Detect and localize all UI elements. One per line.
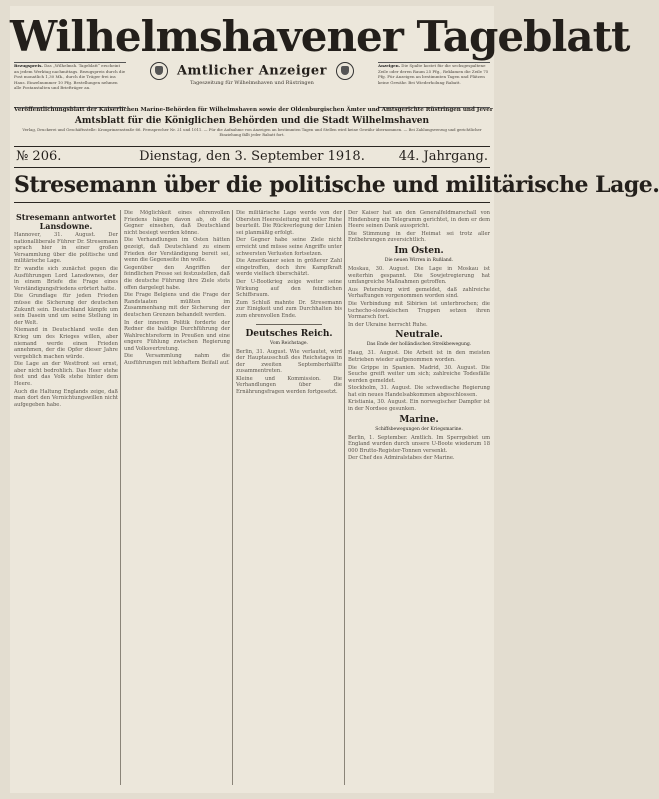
advertising-box	[378, 62, 490, 108]
article-paragraph: Haag, 31. August. Die Arbeit ist in den meisten Betrieben wieder aufgenommen worden.	[348, 350, 490, 363]
article-paragraph: Gegenüber den Angriffen der feindlichen Presse sei festzustellen, daß die deutsche Führung ihre Ziele stets offen dargelegt habe.	[124, 264, 230, 291]
article-paragraph: Der Gegner habe seine Ziele nicht erreicht und müsse seine Angriffe unter schwersten Verlusten fortsetzen.	[236, 237, 342, 257]
article-paragraph: Berlin, 31. August. Wie verlautet, wird der Hauptausschuß des Reichstages in der zweiten Septemberhälfte zusammentreten.	[236, 348, 342, 375]
article-paragraph: Die Möglichkeit eines ehrenvollen Friedens hänge davon ab, ob die Gegner einsehen, daß Deutschland nicht besiegt werden könne.	[124, 210, 230, 236]
article-paragraph: Niemand in Deutschland wolle den Krieg um des Krieges willen, aber niemand werde einen Frieden annehmen, der die Opfer dieser Jahre vergeblich machen würde.	[14, 327, 118, 360]
article-paragraph: Kleine und Kommission. Die Verhandlungen über die Ernährungsfragen werden fortgesetzt.	[236, 375, 342, 396]
publisher-notice: Verlag, Druckerei und Geschäftsstelle: Kronprinzenstraße 66. Fernsprecher Nr. 21 und 1011. — Für die Aufnahme von Anzeigen an bestimmten Tagen und Stellen wird keine Gewähr übernommen. — Bei Zahlungsverzug und gerichtlicher Einziehung fällt jeder Rabatt fort.	[22, 127, 482, 137]
dateline	[14, 146, 490, 168]
article-paragraph: Moskau, 30. August. Die Lage in Moskau ist weiterhin gespannt. Die Sowjetregierung hat umfangreiche Maßnahmen getroffen.	[348, 265, 490, 286]
section-subheading: Schiffsbewegungen der Kriegsmarine.	[375, 426, 463, 432]
article-paragraph: Der U-Bootkrieg zeige weiter seine Wirkung auf den feindlichen Schiffsraum.	[236, 278, 342, 299]
advertising-text: Die Spalte kostet für die sechsgespaltene Zeile oder deren Raum 25 Pfg., Reklamen die Zeile 75 Pfg. Für Anzeigen an bestimmten Tagen und Plätzen keine Gewähr. Bei Wiederholung Rabatt.	[378, 63, 489, 85]
article-paragraph: Berlin, 1. September. Amtlich. Im Sperrgebiet um England wurden durch unsere U-Boote wiederum 18 000 Brutto-Register-Tonnen versenkt.	[348, 434, 490, 454]
article-paragraph: Die Stimmung in der Heimat sei trotz aller Entbehrungen zuversichtlich.	[348, 230, 490, 244]
column-divider	[120, 210, 121, 785]
article-paragraph: In der Ukraine herrscht Ruhe.	[348, 321, 428, 328]
subtitle-fine: Tageszeitung für Wilhelmshaven und Rüstringen	[190, 80, 314, 86]
article-paragraph: Zum Schluß mahnte Dr. Stresemann zur Einigkeit und zum Durchhalten bis zum ehrenvollen Ende.	[236, 299, 342, 319]
column-3	[236, 210, 342, 785]
article-paragraph: Die Versammlung nahm die Ausführungen mit lebhaftem Beifall auf.	[124, 353, 230, 367]
subscription-text: Das „Wilhelmsh. Tageblatt“ erscheint an jedem Werktag nachmittags. Bezugspreis durch die Post monatlich 1,30 Mk., durch die Träger frei ins Haus. Einzelnummer 10 Pfg. Bestellungen nehmen alle Postanstalten und Briefträger an.	[14, 63, 126, 90]
article-paragraph: Er wandte sich zunächst gegen die Ausführungen Lord Lansdownes, der in einem Briefe die Frage eines Verständigungsfriedens erörtert hatte.	[14, 265, 118, 292]
article-paragraph: Aus Petersburg wird gemeldet, daß zahlreiche Verhaftungen vorgenommen worden sind.	[348, 286, 490, 300]
main-headline: Stresemann über die politische und militärische Lage.	[14, 172, 490, 203]
issue-number: № 206.	[16, 149, 62, 164]
subscription-label: Bezugspreis.	[14, 63, 43, 68]
article-paragraph: Kristiania, 30. August. Ein norwegischer Dampfer ist in der Nordsee gesunken.	[348, 399, 490, 413]
publication-line: Veröffentlichungsblatt der Kaiserlichen Marine-Behörden für Wilhelmshaven sowie der Oldenburgischen Ämter und Amtsgerichte Rüstringen und Jever	[14, 107, 493, 113]
crown-seal-icon	[336, 62, 354, 80]
subtitle-block	[130, 62, 374, 86]
section-heading: Deutsches Reich.	[245, 328, 333, 339]
coat-of-arms-icon	[150, 62, 168, 80]
article-paragraph: Die Grundlage für jeden Frieden müsse die Sicherung der deutschen Zukunft sein. Deutschland kämpfe um sein Dasein und um seine Stellung in der Welt.	[14, 293, 118, 326]
section-heading: Im Osten.	[394, 245, 444, 256]
column-divider	[232, 210, 233, 785]
section-subheading: Das Ende der holländischen Streikbewegung.	[366, 342, 472, 348]
section-subheading: Die neuen Wirren in Rußland.	[384, 257, 454, 263]
section-heading: Neutrale.	[395, 330, 443, 341]
column-divider	[344, 210, 345, 785]
subtitle: Amtlicher Anzeiger	[176, 63, 328, 79]
article-paragraph: Der Chef des Admiralstabes der Marine.	[348, 455, 455, 462]
article-paragraph: Der Kaiser hat an den Generalfeldmarschall von Hindenburg ein Telegramm gerichtet, in dem er dem Heere seinen Dank ausspricht.	[348, 210, 490, 230]
subscription-box	[14, 62, 126, 108]
article-paragraph: Die Amerikaner seien in größerer Zahl eingetroffen, doch ihre Kampfkraft werde vielfach überschätzt.	[236, 258, 342, 278]
subtitle-row	[130, 62, 374, 80]
article-paragraph: Auch die Haltung Englands zeige, daß man dort den Vernichtungswillen nicht aufgegeben habe.	[14, 388, 118, 408]
section-heading: Marine.	[399, 414, 439, 425]
section-subheading: Vom Reichstage.	[270, 340, 308, 346]
article-paragraph: Die Verbindung mit Sibirien ist unterbrochen; die tschecho-slowakischen Truppen setzen ihren Vormarsch fort.	[348, 300, 490, 321]
article-paragraph: Die Grippe in Spanien. Madrid, 30. August. Die Seuche greift weiter um sich; zahlreiche Todesfälle werden gemeldet.	[348, 364, 490, 384]
article-paragraph: Die Lage an der Westfront sei ernst, aber nicht bedrohlich. Das Heer stehe fest und das Volk stehe hinter dem Heere.	[14, 361, 118, 388]
masthead-title: Wilhelmshavener Tageblatt	[10, 12, 630, 61]
article-paragraph: Die Frage Belgiens und die Frage der Randstaaten müßten im Zusammenhang mit der Sicherung der deutschen Grenzen behandelt werden.	[124, 292, 230, 318]
article-heading: Stresemann antwortet Lansdowne.	[15, 212, 117, 231]
column-1	[14, 210, 118, 785]
article-paragraph: Die militärische Lage werde von der Obersten Heeresleitung mit voller Ruhe beurteilt. Die Rückverlegung der Linien sei planmäßig erfolgt.	[236, 210, 342, 236]
volume-number: 44. Jahrgang.	[398, 149, 488, 164]
section-separator	[256, 324, 322, 325]
article-paragraph: Stockholm, 31. August. Die schwedische Regierung hat ein neues Handelsabkommen abgeschlossen.	[348, 385, 490, 398]
column-2	[124, 210, 230, 785]
article-paragraph: Hannover, 31. August. Der nationalliberale Führer Dr. Stresemann sprach hier in einer großen Versammlung über die politische und militärische Lage.	[14, 232, 118, 265]
amtsblatt-line: Amtsblatt für die Königlichen Behörden und die Stadt Wilhelmshaven	[74, 116, 430, 126]
issue-date: Dienstag, den 3. September 1918.	[139, 149, 365, 164]
column-4	[348, 210, 490, 785]
article-paragraph: Die Verhandlungen im Osten hätten gezeigt, daß Deutschland zu einem Frieden der Verständigung bereit sei, wenn die Gegenseite ihn wolle.	[124, 237, 230, 264]
newspaper-page	[10, 6, 659, 793]
article-paragraph: In der inneren Politik forderte der Redner die baldige Durchführung der Wahlrechtsreform in Preußen und eine engere Fühlung zwischen Regierung und Volksvertretung.	[124, 319, 230, 352]
advertising-label: Anzeigen.	[378, 63, 400, 68]
